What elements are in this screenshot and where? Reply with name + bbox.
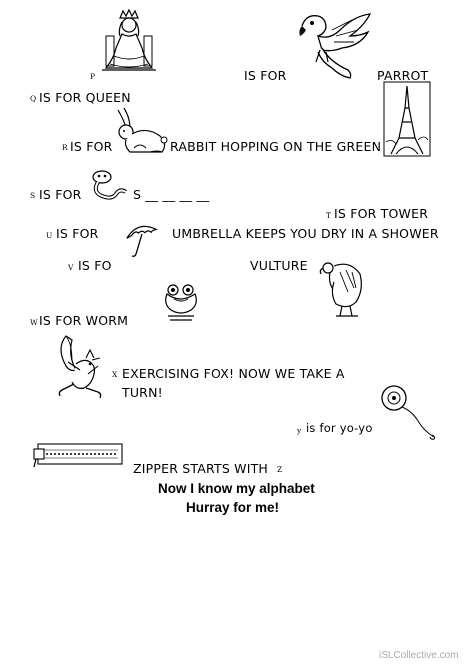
queen-icon [100,6,158,74]
line-s-word: S __ __ __ __ [133,187,210,202]
letter-t: T [326,211,332,220]
line-z-text: ZIPPER STARTS WITH [133,461,269,476]
yoyo-icon [380,382,440,440]
fox-icon [52,334,116,400]
letter-x: X [112,370,118,379]
line-v-word: VULTURE [250,258,308,273]
letter-z: Z [277,465,283,474]
letter-s: S [30,191,36,200]
line-s-text: IS FOR [39,187,82,202]
line-p-text: IS FOR [244,68,287,83]
line-y-text: is for yo-yo [306,421,373,435]
zipper-icon [34,440,126,470]
line-x-text: EXERCISING FOX! NOW WE TAKE A [122,366,345,381]
letter-r: R [62,143,68,152]
line-x-text2: TURN! [122,385,163,400]
line-u-word: UMBRELLA KEEPS YOU DRY IN A SHOWER [172,226,439,241]
line-u-text: IS FOR [56,226,99,241]
umbrella-icon [124,222,162,258]
line-v-text: IS FO [78,258,112,273]
snake-icon [88,170,130,204]
tower-icon [384,82,430,162]
letter-v: V [68,263,74,272]
line-w-text: IS FOR WORM [39,313,129,328]
closing-line-2: Hurray for me! [186,500,280,515]
closing-line-1: Now I know my alphabet [158,481,315,496]
letter-u: U [46,231,53,240]
parrot-icon [282,4,372,80]
watermark: iSLCollective.com [379,650,459,661]
letter-q: Q [30,94,37,103]
letter-p: P [90,72,96,81]
frog-icon [162,282,200,322]
line-r-text: IS FOR [70,139,113,154]
letter-y: y [297,426,302,435]
line-r-word: RABBIT HOPPING ON THE GREEN [170,139,382,154]
line-t-text: IS FOR TOWER [334,206,429,221]
line-p-word: PARROT [377,68,429,83]
vulture-icon [318,258,364,320]
rabbit-icon [110,108,168,156]
line-q-text: IS FOR QUEEN [39,90,131,105]
letter-w: W [30,318,38,327]
